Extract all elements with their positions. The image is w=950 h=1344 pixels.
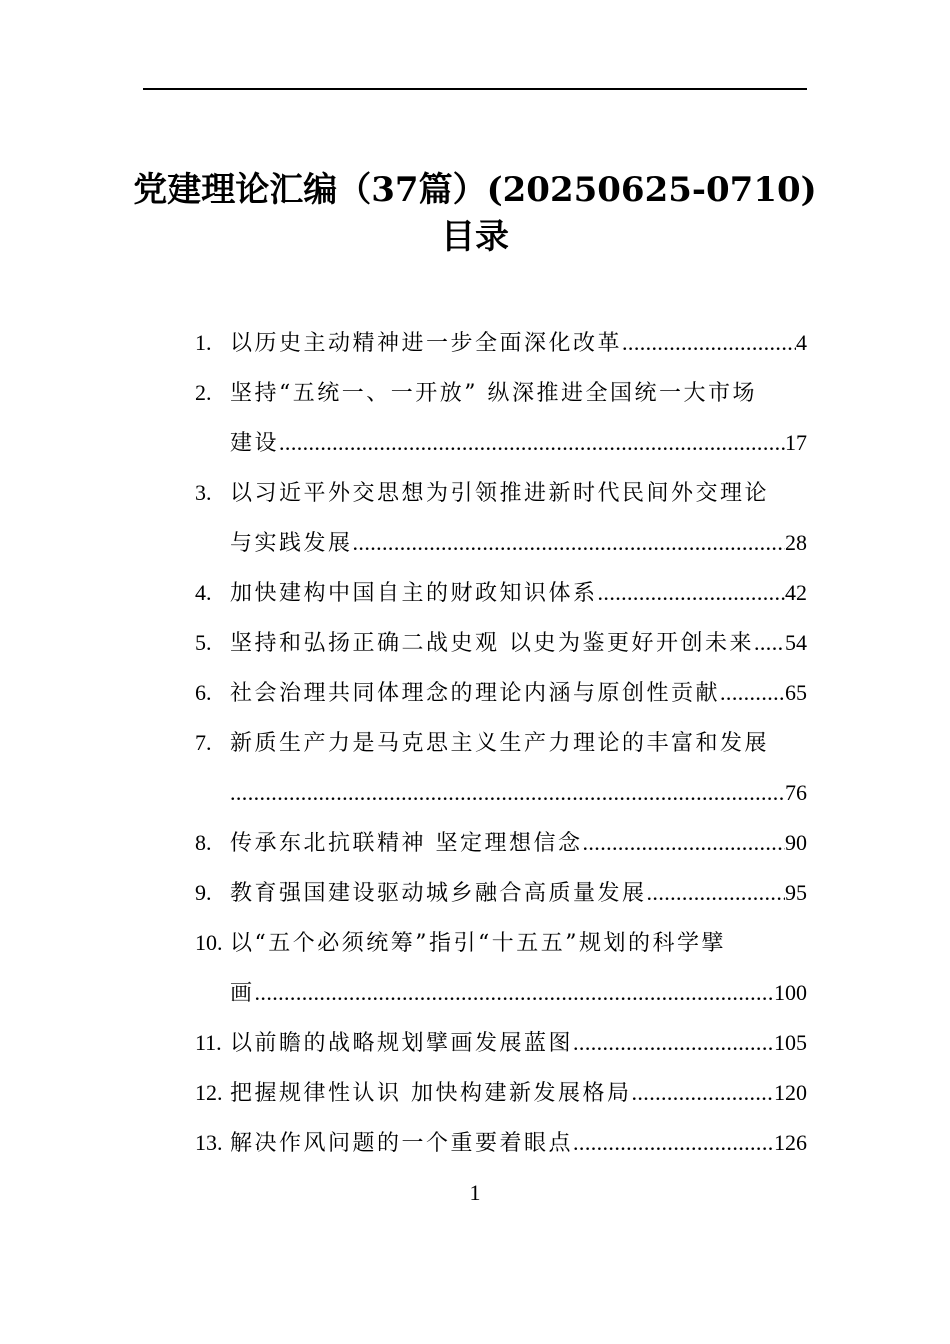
toc-leader-dots [279,418,785,468]
toc-entry-title: 以“五个必须统筹”指引“十五五”规划的科学擘 [230,931,726,956]
toc-entry-title: 以习近平外交思想为引领推进新时代民间外交理论 [230,481,770,506]
toc-entry-number: 7. [195,730,212,755]
toc-heading: 目录 [441,217,509,257]
toc-entry-page: 105 [774,1030,807,1055]
toc-entry-page: 95 [785,880,807,905]
toc-entry-page: 126 [774,1130,807,1155]
toc-entry-page: 28 [785,530,807,555]
toc-entry-number: 5. [195,630,212,655]
toc-entry-number: 13. [195,1130,223,1155]
toc-leader-dots [632,1068,775,1118]
toc-entry-3[interactable] [195,468,807,568]
toc-entry-number: 10. [195,930,223,955]
toc-entry-page: 65 [785,680,807,705]
toc-entry-number: 8. [195,830,212,855]
toc-entry-title: 新质生产力是马克思主义生产力理论的丰富和发展 [230,731,770,756]
toc-leader-dots [720,668,785,718]
toc-entry-10[interactable] [195,918,807,1018]
toc-entry-page: 54 [785,630,807,655]
toc-leader-dots [647,868,785,918]
toc-entry-number: 9. [195,880,212,905]
toc-entry-title: 以历史主动精神进一步全面深化改革 [230,331,623,356]
toc-leader-dots [255,968,774,1018]
toc-entry-title: 传承东北抗联精神 坚定理想信念 [230,831,583,856]
toc-leader-dots [622,318,796,368]
toc-entry-number: 1. [195,330,212,355]
toc-entry-number: 6. [195,680,212,705]
toc-entry-title: 加快建构中国自主的财政知识体系 [230,581,598,606]
toc-entry-title-cont: 建设 [230,431,280,456]
toc-entry-2[interactable] [195,368,807,468]
toc-entry-title-cont: 与实践发展 [230,531,353,556]
toc-entry-13[interactable] [195,1118,807,1168]
toc-entry-page: 42 [785,580,807,605]
toc-entry-9[interactable] [195,868,807,918]
toc-entry-title: 把握规律性认识 加快构建新发展格局 [230,1081,632,1106]
toc-entry-page: 100 [774,980,807,1005]
toc-entry-7[interactable] [195,718,807,818]
toc-entry-number: 2. [195,380,212,405]
toc-entry-1[interactable] [195,318,807,368]
toc-entry-title: 坚持和弘扬正确二战史观 以史为鉴更好开创未来 [230,631,754,656]
toc-entry-title: 教育强国建设驱动城乡融合高质量发展 [230,881,647,906]
toc-leader-dots [598,568,785,618]
toc-leader-dots [573,1118,774,1168]
toc-entry-number: 12. [195,1080,223,1105]
toc-entry-title-cont: 画 [230,981,255,1006]
toc-entry-page: 90 [785,830,807,855]
header-rule [143,88,807,90]
table-of-contents [195,318,807,1168]
toc-entry-title: 社会治理共同体理念的理论内涵与原创性贡献 [230,681,721,706]
document-title: 党建理论汇编（37篇）(20250625-0710) [133,170,817,210]
toc-entry-page: 76 [785,780,807,805]
toc-entry-title: 坚持“五统一、一开放” 纵深推进全国统一大市场 [230,381,757,406]
toc-entry-5[interactable] [195,618,807,668]
toc-entry-4[interactable] [195,568,807,618]
toc-entry-title: 以前瞻的战略规划擘画发展蓝图 [230,1031,574,1056]
toc-entry-page: 4 [796,330,807,355]
toc-entry-number: 11. [195,1030,222,1055]
toc-entry-page: 120 [774,1080,807,1105]
page-number: 1 [469,1180,481,1205]
toc-leader-dots [230,768,785,818]
toc-entry-number: 4. [195,580,212,605]
toc-entry-title: 解决作风问题的一个重要着眼点 [230,1131,574,1156]
toc-entry-11[interactable] [195,1018,807,1068]
toc-leader-dots [754,618,785,668]
toc-entry-8[interactable] [195,818,807,868]
toc-entry-12[interactable] [195,1068,807,1118]
toc-entry-6[interactable] [195,668,807,718]
toc-leader-dots [573,1018,774,1068]
toc-entry-page: 17 [785,430,807,455]
toc-entry-number: 3. [195,480,212,505]
toc-leader-dots [583,818,786,868]
toc-leader-dots [353,518,785,568]
